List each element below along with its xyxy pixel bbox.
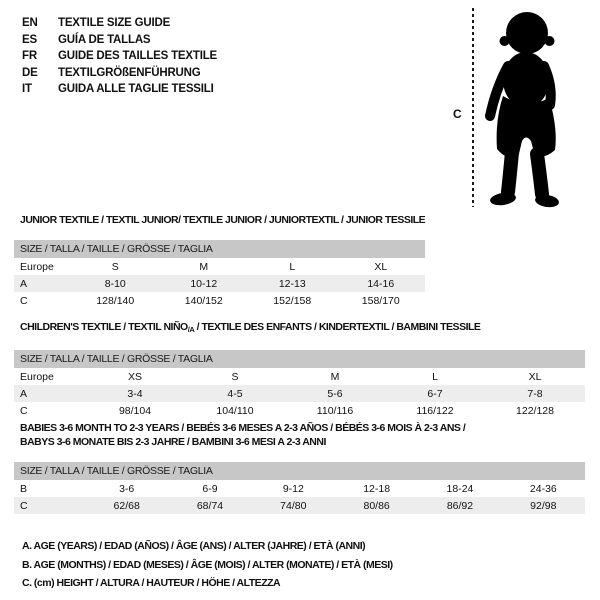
language-code: ES [22,33,37,46]
baby-silhouette-icon [482,6,570,208]
value-cell: 80/86 [363,499,390,512]
table-row [14,275,425,292]
value-cell: 140/152 [184,294,223,307]
value-cell: L [432,370,438,383]
row-label-cell: C [20,404,28,417]
section-title-line: BABYS 3-6 MONATE BIS 2-3 JAHRE / BAMBINI 3-6 MESI A 2-3 ANNI [20,436,326,448]
row-label-cell: A [20,387,28,400]
value-cell: S [111,260,119,273]
language-header [22,15,217,98]
legend-line-c: C. (cm) HEIGHT / ALTURA / HAUTEUR / HÖHE / ALTEZZA [22,577,281,589]
value-cell: XS [127,370,142,383]
section-junior-textile [0,213,600,309]
size-table-children [14,368,585,419]
size-header-bar: SIZE / TALLA / TAILLE / GRÖSSE / TAGLIA [14,240,425,258]
table-row [14,385,585,402]
value-cell: 3-6 [119,482,135,495]
table-row [14,402,585,419]
value-cell: XL [528,370,542,383]
value-cell: 98/104 [118,404,152,417]
value-cell: 110/116 [316,404,354,417]
legend-line-a: A. AGE (YEARS) / EDAD (AÑOS) / ÂGE (ANS) / ALTER (JAHRE) / ETÀ (ANNI) [22,540,366,552]
section-title: CHILDREN'S TEXTILE / TEXTIL $NIÑO_{/A}$ / TEXTILE DES ENFANTS / KINDERTEXTIL / BAMBINI TESSILE [20,321,481,334]
language-row [22,65,217,82]
value-cell: 3-4 [127,387,143,400]
value-cell: 14-16 [367,277,395,290]
value-cell: 104/110 [216,404,254,417]
row-label-cell: Europe [20,260,54,273]
language-row [22,81,217,98]
language-title: TEXTILGRÖßENFÜHRUNG [58,66,201,79]
row-label-cell: A [20,277,28,290]
value-cell: 10-12 [190,277,218,290]
language-row [22,15,217,32]
row-label-cell: B [20,482,28,495]
value-cell: 122/128 [516,404,554,417]
language-row [22,32,217,49]
value-cell: 152/158 [273,294,312,307]
value-cell: 8-10 [104,277,126,290]
value-cell: M [199,260,209,273]
language-code: IT [22,83,32,95]
value-cell: 9-12 [282,482,304,495]
value-cell: L [289,260,296,273]
value-cell: 6-9 [202,482,218,495]
row-label-cell: Europe [20,370,54,383]
size-table-junior [14,258,425,309]
language-title: TEXTILE SIZE GUIDE [58,17,171,29]
table-row [14,258,425,275]
row-label-cell: C [20,499,28,512]
value-cell: M [330,370,340,383]
language-title: GUIDE DES TAILLES TEXTILE [58,50,217,62]
table-row [14,480,585,497]
size-table-babies [14,480,585,514]
value-cell: 68/74 [196,499,224,512]
value-cell: XL [374,260,388,273]
size-header-bar: SIZE / TALLA / TAILLE / GRÖSSE / TAGLIA [14,350,585,368]
value-cell: 116/122 [416,404,454,417]
value-cell: 92/98 [530,499,557,512]
language-row [22,48,217,65]
value-cell: 18-24 [446,482,474,495]
value-cell: 6-7 [427,387,443,400]
subscript-text: /A [187,325,195,334]
value-cell: 12-18 [363,482,391,495]
size-header-bar: SIZE / TALLA / TAILLE / GRÖSSE / TAGLIA [14,462,585,480]
value-cell: 62/68 [113,499,140,512]
language-title: GUIDA ALLE TAGLIE TESSILI [58,83,214,95]
value-cell: 12-13 [278,277,306,290]
value-cell: 7-8 [527,387,543,400]
table-row [14,292,425,309]
value-cell: S [231,370,239,383]
language-code: DE [22,66,38,79]
section-title [20,421,600,449]
table-row [14,497,585,514]
height-measure-dashed-line [472,8,474,207]
height-measure-label: C [453,107,462,121]
row-label-cell: C [20,294,28,307]
section-babies-textile [0,421,600,514]
measurement-legend [22,537,393,593]
value-cell: 5-6 [327,387,343,400]
language-title: GUÍA DE TALLAS [58,33,151,46]
legend-line-b: B. AGE (MONTHS) / EDAD (MESES) / ÂGE (MOIS) / ALTER (MONATE) / ETÀ (MESI) [22,558,393,571]
value-cell: 158/170 [361,294,400,307]
value-cell: 24-36 [529,482,557,495]
section-title: JUNIOR TEXTILE / TEXTIL JUNIOR/ TEXTILE JUNIOR / JUNIORTEXTIL / JUNIOR TESSILE [20,214,426,226]
value-cell: 86/92 [446,499,474,512]
section-title-line: BABIES 3-6 MONTH TO 2-3 YEARS / BEBÉS 3-6 MESES A 2-3 AÑOS / BÉBÉS 3-6 MOIS À 2-3 ANS / [20,422,466,434]
value-cell: 4-5 [227,387,243,400]
language-code: FR [22,50,37,62]
value-cell: 128/140 [96,294,135,307]
table-row [14,368,585,385]
value-cell: 74/80 [280,499,307,512]
section-childrens-textile [0,320,600,419]
language-code: EN [22,17,38,29]
